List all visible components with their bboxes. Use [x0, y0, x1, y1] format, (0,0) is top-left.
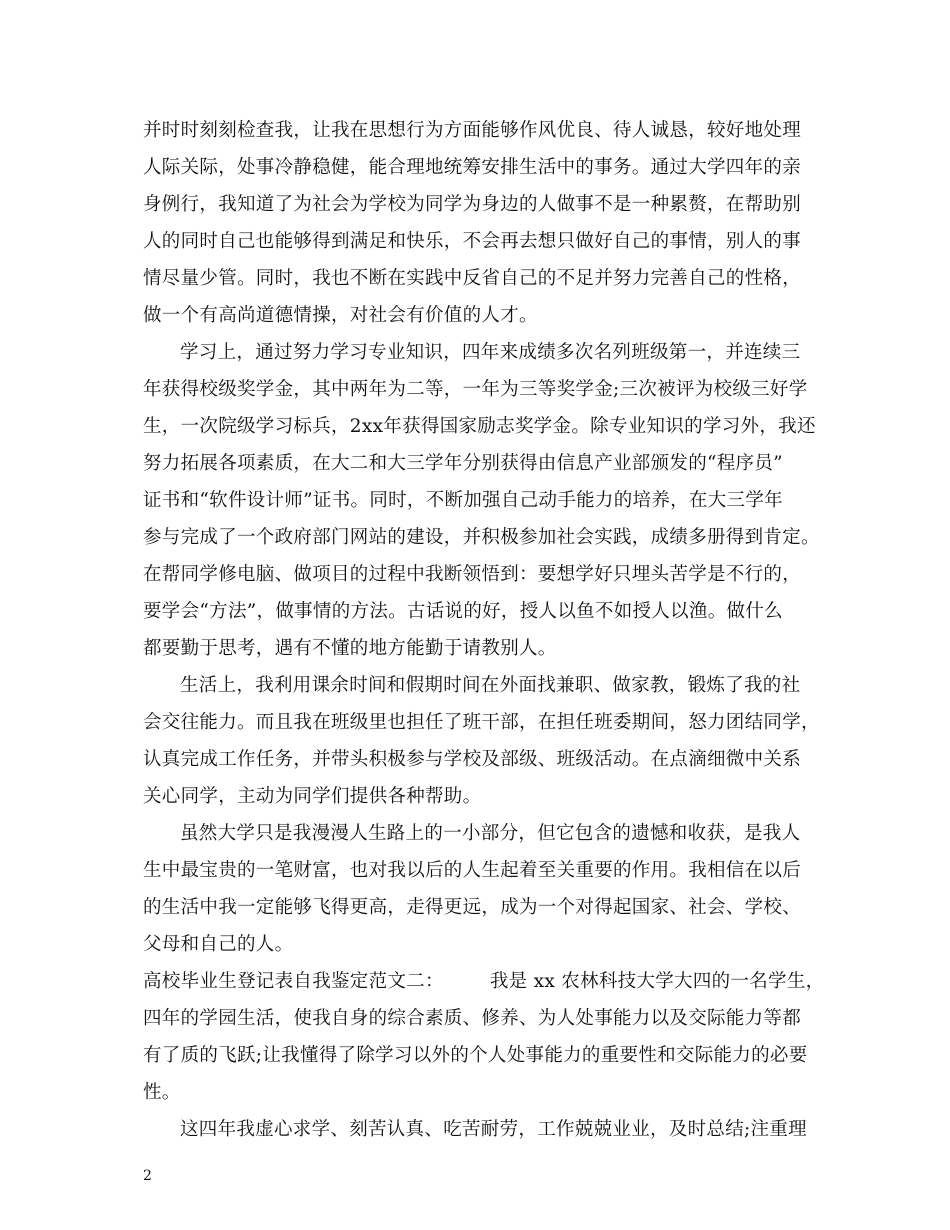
text-line: 性。 [143, 1082, 181, 1103]
text-line: 证书和“软件设计师”证书。同时，不断加强自己动手能力的培养，在大三学年 [143, 490, 783, 511]
text-line: 的生活中我一定能够飞得更高，走得更远，成为一个对得起国家、社会、学校、 [143, 897, 802, 918]
paragraph-start-line: 生活上，我利用课余时间和假期时间在外面找兼职、做家教，锻炼了我的社 [180, 675, 801, 696]
section-heading-line [143, 970, 824, 994]
text-line: 身例行，我知道了为社会为学校为同学为身边的人做事不是一种累赘，在帮助别 [143, 194, 802, 215]
text-line: 关心同学，主动为同学们提供各种帮助。 [143, 786, 482, 807]
section-heading: 高校毕业生登记表自我鉴定范文二： [143, 971, 444, 992]
text-line: 父母和自己的人。 [143, 934, 294, 955]
text-line: 做一个有高尚道德情操，对社会有价值的人才。 [143, 305, 538, 326]
text-line: 要学会“方法”，做事情的方法。古话说的好，授人以鱼不如授人以渔。做什么 [143, 601, 783, 622]
text-line: 都要勤于思考，遇有不懂的地方能勤于请教别人。 [143, 638, 557, 659]
text-line: 四年的学园生活，使我自身的综合素质、修养、为人处事能力以及交际能力等都 [143, 1008, 802, 1029]
text-line: 在帮同学修电脑、做项目的过程中我断领悟到：要想学好只埋头苦学是不行的， [143, 564, 802, 585]
paragraph-start-line: 这四年我虚心求学、刻苦认真、吃苦耐劳，工作兢兢业业，及时总结;注重理 [180, 1119, 807, 1140]
text-line: 人的同时自己也能够得到满足和快乐，不会再去想只做好自己的事情，别人的事 [143, 231, 802, 252]
text-line: 参与完成了一个政府部门网站的建设，并积极参加社会实践，成绩多册得到肯定。 [143, 527, 820, 548]
text-line: 有了质的飞跃;让我懂得了除学习以外的个人处事能力的重要性和交际能力的必要 [143, 1045, 808, 1066]
page-number: 2 [143, 1168, 152, 1184]
text-line: 情尽量少管。同时，我也不断在实践中反省自己的不足并努力完善自己的性格， [143, 268, 802, 289]
text-line: 人际关际，处事冷静稳健，能合理地统筹安排生活中的事务。通过大学四年的亲 [143, 157, 802, 178]
text-line: 会交往能力。而且我在班级里也担任了班干部，在担任班委期间，怒力团结同学， [143, 712, 820, 733]
text-line: 年获得校级奖学金，其中两年为二等，一年为三等奖学金;三次被评为校级三好学 [143, 379, 808, 400]
text-line: 认真完成工作任务，并带头积极参与学校及部级、班级活动。在点滴细微中关系 [143, 749, 802, 770]
paragraph-start-line: 虽然大学只是我漫漫人生路上的一小部分，但它包含的遗憾和收获，是我人 [180, 823, 801, 844]
text-line: 并时时刻刻检查我，让我在思想行为方面能够作风优良、待人诚恳，较好地处理 [143, 120, 802, 141]
heading-line-text: 我是 xx 农林科技大学大四的一名学生， [489, 971, 825, 992]
text-line: 生，一次院级学习标兵，2xx年获得国家励志奖学金。除专业知识的学习外，我还 [143, 416, 816, 437]
text-line: 生中最宝贵的一笔财富，也对我以后的人生起着至关重要的作用。我相信在以后 [143, 860, 802, 881]
paragraph-start-line: 学习上，通过努力学习专业知识，四年来成绩多次名列班级第一，并连续三 [180, 342, 801, 363]
text-line: 努力拓展各项素质，在大二和大三学年分别获得由信息产业部颁发的“程序员” [143, 453, 783, 474]
